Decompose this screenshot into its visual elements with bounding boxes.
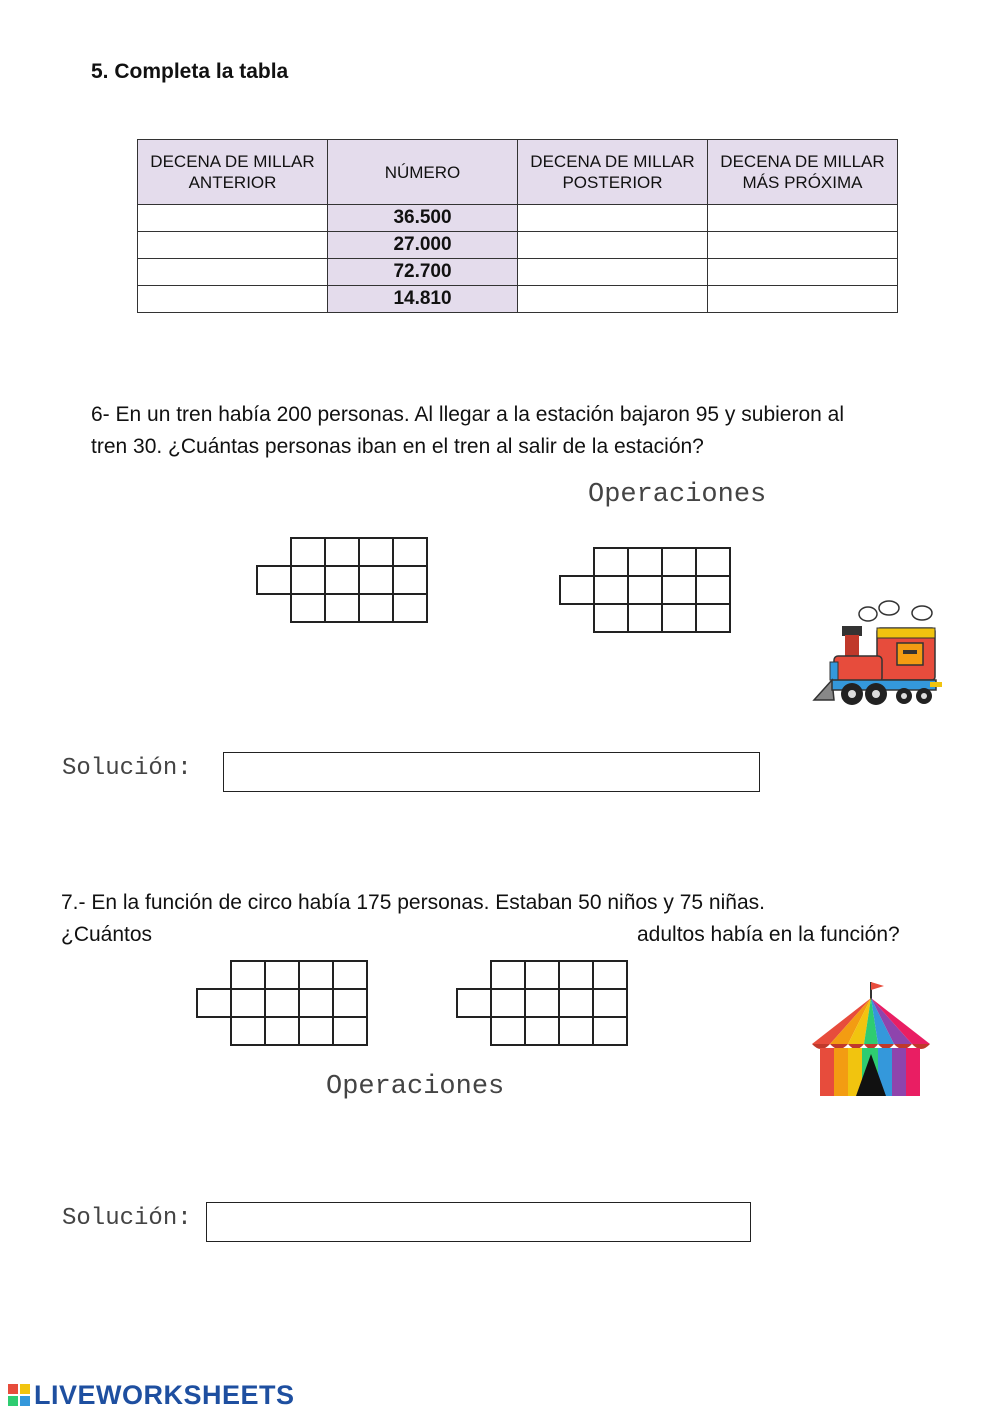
- solution-input-box-7[interactable]: [206, 1202, 751, 1242]
- train-illustration: [812, 598, 944, 710]
- digit-cell[interactable]: [490, 988, 526, 1018]
- digit-cell[interactable]: [490, 1016, 526, 1046]
- answer-input[interactable]: [138, 259, 327, 285]
- digit-cell[interactable]: [524, 1016, 560, 1046]
- table-header-row: [138, 140, 898, 205]
- digit-cell[interactable]: [593, 603, 629, 633]
- digit-cell[interactable]: [627, 603, 663, 633]
- digit-cell[interactable]: [558, 960, 594, 990]
- digit-cell[interactable]: [358, 593, 394, 623]
- solution-input-box-6[interactable]: [223, 752, 760, 792]
- digit-cell[interactable]: [524, 960, 560, 990]
- digit-cell[interactable]: [695, 603, 731, 633]
- answer-cell-posterior-1[interactable]: [518, 205, 708, 232]
- answer-cell-proxima-1[interactable]: [708, 205, 898, 232]
- answer-input[interactable]: [708, 232, 897, 258]
- digit-cell[interactable]: [358, 537, 394, 567]
- answer-input[interactable]: [518, 286, 707, 312]
- header-decena-posterior: DECENA DE MILLAR POSTERIOR: [518, 140, 708, 205]
- digit-cell[interactable]: [558, 988, 594, 1018]
- solution-input-7[interactable]: [207, 1203, 754, 1243]
- digit-cell[interactable]: [490, 960, 526, 990]
- answer-input[interactable]: [708, 259, 897, 285]
- digit-cell[interactable]: [230, 1016, 266, 1046]
- digit-cell[interactable]: [324, 537, 360, 567]
- digit-cell[interactable]: [661, 547, 697, 577]
- number-cell: 27.000: [328, 232, 518, 259]
- operator-cell[interactable]: [456, 988, 492, 1018]
- liveworksheets-logo-text: LIVEWORKSHEETS: [34, 1380, 295, 1410]
- answer-cell-anterior-3[interactable]: [138, 259, 328, 286]
- problem-6-line-2: tren 30. ¿Cuántas personas iban en el tren al salir de la estación?: [91, 435, 704, 458]
- answer-cell-posterior-2[interactable]: [518, 232, 708, 259]
- section-5-title: 5. Completa la tabla: [91, 60, 289, 83]
- digit-cell[interactable]: [332, 988, 368, 1018]
- header-decena-anterior: DECENA DE MILLAR ANTERIOR: [138, 140, 328, 205]
- number-cell: 36.500: [328, 205, 518, 232]
- operator-cell[interactable]: [559, 575, 595, 605]
- answer-cell-anterior-2[interactable]: [138, 232, 328, 259]
- digit-cell[interactable]: [332, 1016, 368, 1046]
- digit-cell[interactable]: [264, 1016, 300, 1046]
- table-row: [138, 232, 898, 259]
- digit-cell[interactable]: [593, 575, 629, 605]
- digit-cell[interactable]: [627, 547, 663, 577]
- digit-cell[interactable]: [558, 1016, 594, 1046]
- digit-cell[interactable]: [661, 603, 697, 633]
- circus-tent-illustration: [808, 978, 933, 1100]
- problem-7-line-1: 7.- En la función de circo había 175 personas. Estaban 50 niños y 75 niñas.: [61, 891, 765, 914]
- answer-cell-anterior-1[interactable]: [138, 205, 328, 232]
- digit-cell[interactable]: [392, 537, 428, 567]
- digit-cell[interactable]: [264, 960, 300, 990]
- digit-cell[interactable]: [298, 1016, 334, 1046]
- answer-cell-proxima-2[interactable]: [708, 232, 898, 259]
- solution-label-6: Solución:: [62, 755, 192, 782]
- problem-7-line-2b: adultos había en la función?: [637, 923, 900, 946]
- operator-cell[interactable]: [256, 565, 292, 595]
- digit-cell[interactable]: [661, 575, 697, 605]
- decena-millar-table: [137, 139, 898, 313]
- answer-input[interactable]: [138, 286, 327, 312]
- answer-cell-anterior-4[interactable]: [138, 286, 328, 313]
- digit-cell[interactable]: [392, 593, 428, 623]
- solution-input-6[interactable]: [224, 753, 763, 793]
- problem-6-line-1: 6- En un tren había 200 personas. Al llegar a la estación bajaron 95 y subieron al: [91, 403, 844, 426]
- table-row: [138, 259, 898, 286]
- answer-cell-proxima-3[interactable]: [708, 259, 898, 286]
- digit-cell[interactable]: [695, 547, 731, 577]
- number-cell: 14.810: [328, 286, 518, 313]
- operations-label-7: Operaciones: [326, 1072, 505, 1102]
- digit-cell[interactable]: [230, 988, 266, 1018]
- problem-7-line-2a: ¿Cuántos: [61, 923, 153, 946]
- digit-cell[interactable]: [290, 565, 326, 595]
- header-numero: NÚMERO: [328, 140, 518, 205]
- answer-cell-posterior-4[interactable]: [518, 286, 708, 313]
- digit-cell[interactable]: [392, 565, 428, 595]
- digit-cell[interactable]: [298, 960, 334, 990]
- digit-cell[interactable]: [290, 537, 326, 567]
- answer-cell-posterior-3[interactable]: [518, 259, 708, 286]
- digit-cell[interactable]: [592, 988, 628, 1018]
- answer-input[interactable]: [138, 232, 327, 258]
- digit-cell[interactable]: [332, 960, 368, 990]
- digit-cell[interactable]: [324, 565, 360, 595]
- answer-input[interactable]: [708, 205, 897, 231]
- answer-input[interactable]: [518, 205, 707, 231]
- digit-cell[interactable]: [230, 960, 266, 990]
- digit-cell[interactable]: [290, 593, 326, 623]
- digit-cell[interactable]: [592, 1016, 628, 1046]
- answer-input[interactable]: [518, 259, 707, 285]
- answer-cell-proxima-4[interactable]: [708, 286, 898, 313]
- operator-cell[interactable]: [196, 988, 232, 1018]
- digit-cell[interactable]: [298, 988, 334, 1018]
- digit-cell[interactable]: [592, 960, 628, 990]
- digit-cell[interactable]: [264, 988, 300, 1018]
- answer-input[interactable]: [518, 232, 707, 258]
- digit-cell[interactable]: [324, 593, 360, 623]
- solution-label-7: Solución:: [62, 1205, 192, 1232]
- digit-cell[interactable]: [593, 547, 629, 577]
- operations-label-6: Operaciones: [588, 480, 767, 510]
- digit-cell[interactable]: [524, 988, 560, 1018]
- table-row: [138, 205, 898, 232]
- digit-cell[interactable]: [627, 575, 663, 605]
- answer-input[interactable]: [708, 286, 897, 312]
- header-decena-proxima: DECENA DE MILLAR MÁS PRÓXIMA: [708, 140, 898, 205]
- number-cell: 72.700: [328, 259, 518, 286]
- digit-cell[interactable]: [695, 575, 731, 605]
- table-row: [138, 286, 898, 313]
- digit-cell[interactable]: [358, 565, 394, 595]
- liveworksheets-logo-icon: [8, 1384, 30, 1406]
- answer-input[interactable]: [138, 205, 327, 231]
